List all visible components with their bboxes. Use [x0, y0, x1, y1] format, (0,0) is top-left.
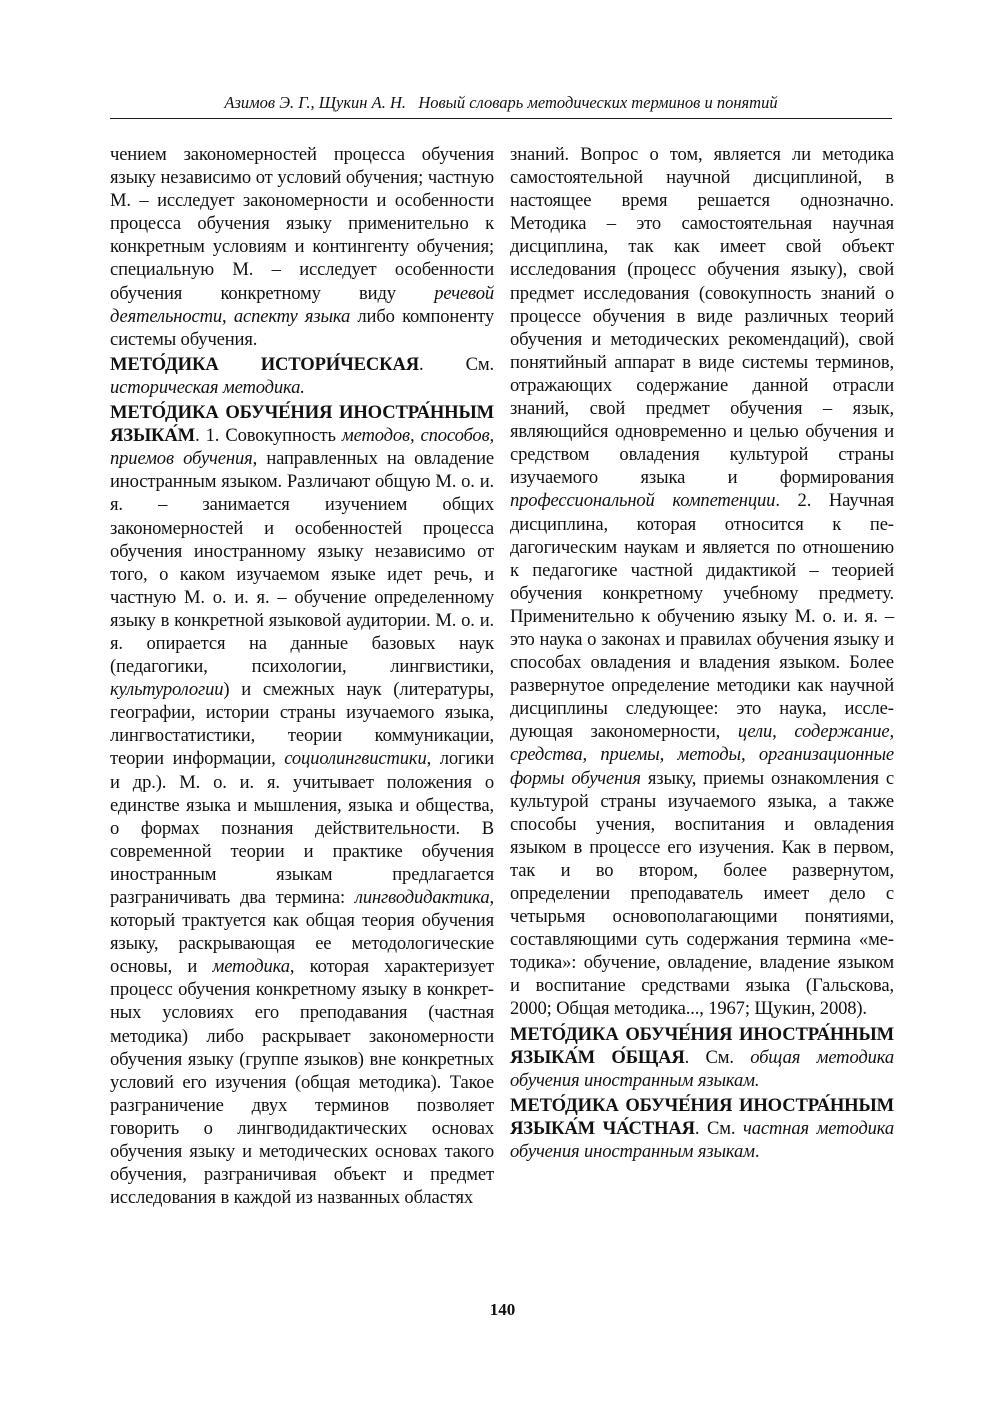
dictionary-entry: МЕТО́ДИКА ОБУЧЕ́НИЯ ИНОСТРА́ННЫМ ЯЗЫКА́М. 1. Совокупность методов, способов, приемов обучения, направленных на овладение иностранным языком. Различают общую М. о. и. я. – занимается изучением общих закономерностей и особенностей процесса обучения иностранному языку независимо от того, о каком изучаемом языке идет речь, и частную М. о. и. я. – обучение определенному языку в конкретной языковой аудитории. М. о. и. я. опирается на данные базовых наук (педагогики, психологии, лингвистики, культурологии) и смежных наук (литературы, географии, истории страны изучаемого языка, лингвостатистики, теории коммуникации, теории информации, социолингвистики, логики и др.). М. о. и. я. учитывает положения о единстве языка и мышления, языка и общества, о формах познания действительности. В современной теории и практике обучения иностранным языкам предлагается разграничивать два термина: лингводидактика, который трактуется как общая теория обучения языку, раскрывающая ее методологические основы, и методика, которая характеризует процесс обучения конкретному языку в конкретных условиях его преподавания (частная методика) либо раскрывает закономерности обучения языку (группе языков) вне конкретных условий его изучения (общая методика). Такое разграничение двух терминов позволяет говорить о лингводидактических основах обучения языку и методических основах такого обучения, разграничивая объект и предмет исследования в каждой из названных областях [110, 402, 494, 1209]
dictionary-entry: МЕТО́ДИКА ОБУЧЕ́НИЯ ИНОСТРА́ННЫМ ЯЗЫКА́М О́БЩАЯ. См. общая методика обучения иностранным языкам. [510, 1023, 894, 1091]
left-column [110, 143, 494, 1209]
entry-continuation: знаний. Вопрос о том, является ли методика самостоятельной научной дисциплиной, в настоящее время решается однозначно. Методика – это самостоятельная научная дисциплина, так как имеет свой объект исследования (процесс обучения языку), свой предмет исследования (совокупность знаний о процессе обучения в виде различных теорий обучения и методических рекомендаций), свой понятийный аппарат в виде системы терминов, отражающих содержание данной отрасли знаний, свой предмет обучения – язык, являющийся одновременно и целью обучения и средством овладения культурой страны изучаемого языка и формирования профессиональной компетенции. 2. Научная дисциплина, которая относится к педагогическим наукам и является по отношению к педагогике частной дидактикой – теорией обучения конкретному учебному предмету. Применительно к обучению языку М. о. и. я. – это наука о законах и правилах обучения языку и способах овладения и владения языком. Более развернутое определение методики как научной дисциплины следующее: это наука, исследующая закономерности, цели, содержание, средства, приемы, методы, организационные формы обучения языку, приемы ознакомления с культурой страны изучаемого языка, а также способы учения, воспитания и овладения языком в процессе его изучения. Как в первом, так и во втором, более развернутом, определении преподаватель имеет дело с четырьмя основополагающими понятиями, составляющими суть содержания термина «методика»: обучение, овладение, владение языком и воспитание средствами языка (Гальскова, 2000; Общая методика..., 1967; Щукин, 2008). [510, 144, 894, 1020]
page-number: 140 [489, 1300, 516, 1319]
entry-continuation: чением закономерностей процесса обучения языку независимо от условий обучения; частную М. – исследует закономерности и особенности процесса обучения языку применительно к конкретным условиям и контингенту обучения; специальную М. – исследует особенности обучения конкретному виду речевой деятельности, аспекту языка либо компоненту системы обучения. [110, 144, 494, 350]
dictionary-entry: МЕТО́ДИКА ОБУЧЕ́НИЯ ИНОСТРА́ННЫМ ЯЗЫКА́М ЧА́СТНАЯ. См. частная методика обучения иностранным языкам. [510, 1094, 894, 1163]
cross-reference: общая методика обучения иностранным языкам. [510, 1046, 894, 1091]
entry-term: МЕТО́ДИКА ОБУЧЕ́НИЯ ИНОСТРА́ННЫМ ЯЗЫКА́М [110, 402, 494, 447]
right-column [510, 143, 894, 1163]
cross-reference: частная методика обучения иностранным языкам [510, 1117, 894, 1163]
entry-term: МЕТО́ДИКА ОБУЧЕ́НИЯ ИНОСТРА́ННЫМ ЯЗЫКА́М О́БЩАЯ [510, 1023, 894, 1068]
entry-term: МЕТО́ДИКА ОБУЧЕ́НИЯ ИНОСТРА́ННЫМ ЯЗЫКА́М ЧА́СТНАЯ [510, 1094, 894, 1139]
cross-reference: историческая методика. [110, 376, 305, 398]
dictionary-entry: МЕТО́ДИКА ИСТОРИ́ЧЕСКАЯ. См. историческая методика. [110, 353, 494, 398]
entry-term: МЕТО́ДИКА ИСТОРИ́ЧЕСКАЯ [110, 353, 420, 375]
running-header [110, 92, 892, 119]
running-header-text: Азимов Э. Г., Щукин А. Н. Новый словарь методических терминов и понятий [224, 93, 778, 112]
